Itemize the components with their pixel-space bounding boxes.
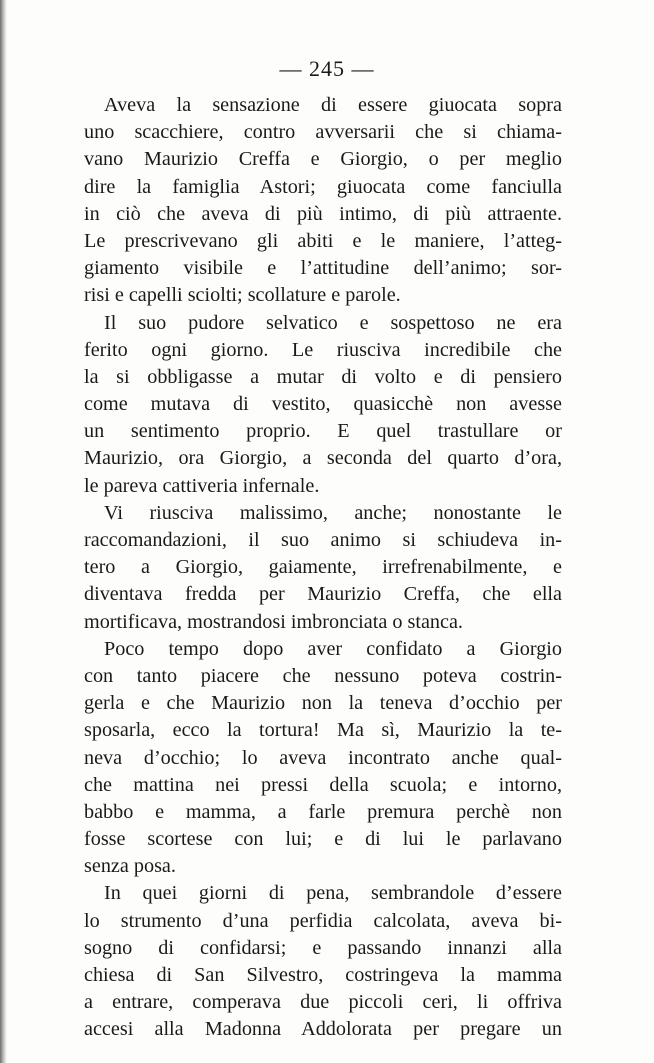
text-line: senza posa. xyxy=(84,855,176,878)
text-line: risi e capelli sciolti; scollature e parole. xyxy=(84,284,401,307)
text-line: la si obbligasse a mutar di volto e di pensiero xyxy=(84,365,562,388)
text-line: Le prescrivevano gli abiti e le maniere, l’atteg- xyxy=(84,229,562,252)
text-line: le pareva cattiveria infernale. xyxy=(84,474,320,497)
text-line: un sentimento proprio. E quel trastullare or xyxy=(84,420,562,443)
text-line: diventava fredda per Maurizio Creffa, che ella xyxy=(84,583,562,606)
text-line: mortificava, mostrandosi imbronciata o stanca. xyxy=(84,610,463,633)
text-line: sogno di confidarsi; e passando innanzi alla xyxy=(84,936,562,959)
text-line: gerla e che Maurizio non la teneva d’occhio per xyxy=(84,692,562,715)
text-line: accesi alla Madonna Addolorata per pregare un xyxy=(84,1018,562,1041)
text-line: giamento visibile e l’attitudine dell’animo; sor- xyxy=(84,257,562,280)
text-line: Maurizio, ora Giorgio, a seconda del quarto d’ora, xyxy=(84,447,562,470)
text-line: Vi riusciva malissimo, anche; nonostante le xyxy=(104,501,562,524)
text-line: con tanto piacere che nessuno poteva costrin- xyxy=(84,664,562,687)
text-line: in ciò che aveva di più intimo, di più attraente. xyxy=(84,202,562,225)
page-edge-shadow xyxy=(0,0,7,1063)
text-line: Aveva la sensazione di essere giuocata sopra xyxy=(104,94,562,116)
text-line: raccomandazioni, il suo animo si schiudeva in- xyxy=(84,529,562,551)
page-number: — 245 — xyxy=(279,56,375,81)
text-line: uno scacchiere, contro avversarii che si chiama- xyxy=(84,121,562,144)
text-line: dire la famiglia Astori; giuocata come fanciulla xyxy=(84,175,562,198)
text-line: come mutava di vestito, quasicchè non avesse xyxy=(84,393,562,416)
text-line: neva d’occhio; lo aveva incontrato anche qual- xyxy=(84,746,562,769)
text-line: vano Maurizio Creffa e Giorgio, o per meglio xyxy=(84,148,562,171)
text-line: Poco tempo dopo aver confidato a Giorgio xyxy=(104,637,562,660)
text-line: tero a Giorgio, gaiamente, irrefrenabilmente, e xyxy=(84,556,562,579)
text-line: sposarla, ecco la tortura! Ma sì, Maurizio la te- xyxy=(84,719,562,742)
text-line: che mattina nei pressi della scuola; e intorno, xyxy=(84,773,562,796)
text-line: In quei giorni di pena, sembrandole d’essere xyxy=(104,882,562,905)
body-text xyxy=(84,92,562,1044)
text-line: Il suo pudore selvatico e sospettoso ne era xyxy=(104,311,562,334)
text-line: lo strumento d’una perfidia calcolata, aveva bi- xyxy=(84,909,562,932)
text-line: ferito ogni giorno. Le riusciva incredibile che xyxy=(84,338,562,361)
text-line: chiesa di San Silvestro, costringeva la mamma xyxy=(84,964,562,986)
text-line: babbo e mamma, a farle premura perchè non xyxy=(84,800,562,823)
text-line: fosse scortese con lui; e di lui le parlavano xyxy=(84,828,562,851)
text-line: a entrare, comperava due piccoli ceri, li offriva xyxy=(84,991,562,1014)
